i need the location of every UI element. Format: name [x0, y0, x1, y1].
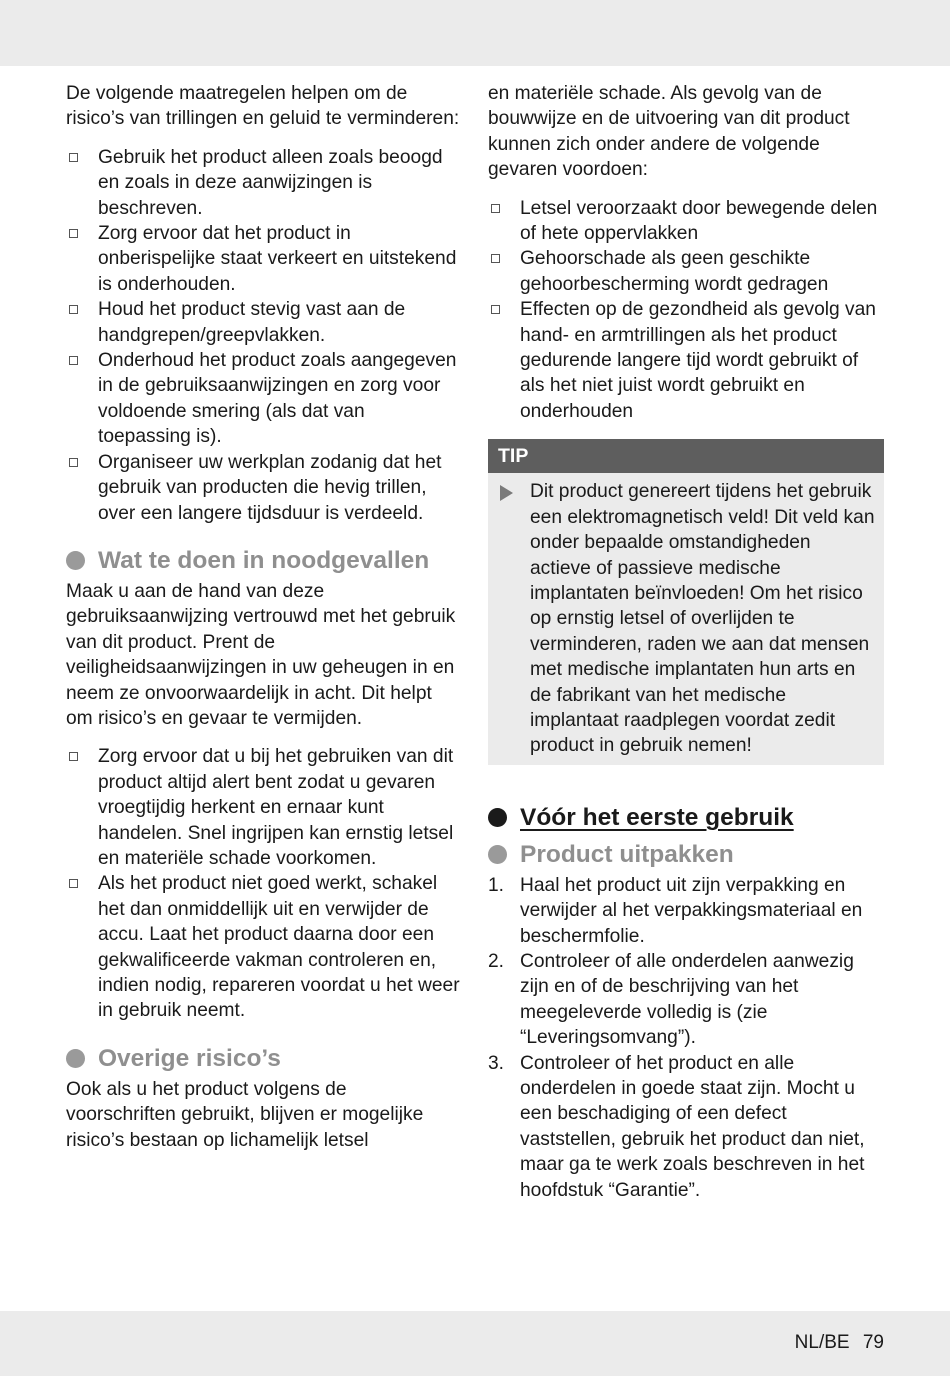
- header-band: [0, 0, 950, 66]
- heading-text: Vóór het eerste gebruik: [520, 803, 794, 831]
- heading-text: Product uitpakken: [520, 840, 734, 868]
- hazards-list: [488, 196, 884, 425]
- arrow-right-icon: [500, 485, 513, 501]
- list-item: Als het product niet goed werkt, schakel het dan onmiddellijk uit en verwijder de accu. Laat het product daarna door een gekwalificeerde vakman controleren en, indien nodig, repareren voordat u het weer in gebruik neemt.: [66, 871, 461, 1023]
- list-item: Gebruik het product alleen zoals beoogd en zoals in deze aanwijzingen is beschreven.: [66, 145, 461, 221]
- list-item: Zorg ervoor dat u bij het gebruiken van dit product altijd alert bent zodat u gevaren vroegtijdig herkent en ernaar kunt handelen. Snel ingrijpen kan ernstig letsel en materiële schade voorkomen.: [66, 744, 461, 871]
- step-text: Haal het product uit zijn verpakking en verwijder al het verpakkingsmateriaal en beschermfolie.: [520, 874, 863, 947]
- heading-text: Wat te doen in noodgevallen: [98, 546, 430, 574]
- vibration-measures-list: [66, 145, 461, 526]
- unpack-steps-list: [488, 873, 884, 1203]
- tip-body: [488, 473, 884, 764]
- right-column: [488, 81, 884, 1203]
- list-item: Houd het product stevig vast aan de handgrepen/greepvlakken.: [66, 297, 461, 348]
- step-number: 1.: [488, 874, 505, 896]
- tip-text: Dit product genereert tijdens het gebruik een elektromagnetisch veld! Dit veld kan onder bepaalde omstandigheden actieve of passieve medische implantaten beïnvloeden! Om het risico op ernstig letsel of overlijden te verminderen, raden we aan dat mensen met medische implantaten hun arts en de fabrikant van het medische implantaat raadplegen voordat zedit product in gebruik nemen!: [530, 481, 875, 757]
- list-item: [488, 1051, 884, 1203]
- section-heading-other-risks: [66, 1044, 461, 1074]
- intro-paragraph: De volgende maatregelen helpen om de risico’s van trillingen en geluid te verminderen:: [66, 83, 460, 130]
- list-item: Zorg ervoor dat het product in onberispelijke staat verkeert en uitstekend is onderhouden.: [66, 221, 461, 297]
- list-item: Effecten op de gezondheid als gevolg van hand- en armtrillingen als het product gedurende langere tijd wordt gebruikt of als het niet juist wordt gebruikt en onderhouden: [488, 297, 884, 424]
- step-number: 3.: [488, 1052, 505, 1074]
- section-heading-unpack: [488, 840, 884, 870]
- list-item: Letsel veroorzaakt door bewegende delen of hete oppervlakken: [488, 196, 884, 247]
- step-text: Controleer of alle onderdelen aanwezig zijn en of de beschrijving van het meegeleverde volledig is (zie “Leveringsomvang”).: [520, 950, 854, 1049]
- bullet-dot-icon: [488, 808, 507, 827]
- bullet-dot-icon: [488, 845, 507, 864]
- emergency-paragraph: Maak u aan de hand van deze gebruiksaanwijzing vertrouwd met het gebruik van dit product. Prent de veiligheidsaanwijzingen in uw geheugen in en neem ze onvoorwaardelijk in acht. Dit helpt om risico’s en gevaar te vermijden.: [66, 580, 456, 729]
- tip-label: TIP: [488, 439, 884, 473]
- page-number: 79: [862, 1332, 884, 1353]
- bullet-dot-icon: [66, 551, 85, 570]
- section-heading-first-use: [488, 803, 884, 833]
- other-risks-paragraph: Ook als u het product volgens de voorschriften gebruikt, blijven er mogelijke risico’s bestaan op lichamelijk letsel: [66, 1078, 424, 1151]
- list-item: Onderhoud het product zoals aangegeven in de gebruiksaanwijzingen en zorg voor voldoende smering (als dat van toepassing is).: [66, 348, 461, 450]
- page-footer: [787, 1332, 884, 1354]
- tip-box: [488, 439, 884, 764]
- bullet-dot-icon: [66, 1049, 85, 1068]
- list-item: [488, 949, 884, 1051]
- step-text: Controleer of het product en alle onderdelen in goede staat zijn. Mocht u een beschadiging of een defect vaststellen, gebruik het product dan niet, maar ga te werk zoals beschreven in het hoofdstuk “Garantie”.: [520, 1052, 865, 1201]
- emergency-list: [66, 744, 461, 1023]
- step-number: 2.: [488, 950, 505, 972]
- continued-paragraph: en materiële schade. Als gevolg van de bouwwijze en de uitvoering van dit product kunnen zich onder andere de volgende gevaren voordoen:: [488, 83, 850, 181]
- locale-label: NL/BE: [794, 1332, 850, 1353]
- list-item: Organiseer uw werkplan zodanig dat het gebruik van producten die hevig trillen, over een langere tijdsduur is verdeeld.: [66, 450, 461, 526]
- heading-text: Overige risico’s: [98, 1044, 281, 1072]
- list-item: [488, 873, 884, 949]
- left-column: [66, 81, 461, 1153]
- list-item: Gehoorschade als geen geschikte gehoorbescherming wordt gedragen: [488, 246, 884, 297]
- section-heading-emergency: [66, 546, 461, 576]
